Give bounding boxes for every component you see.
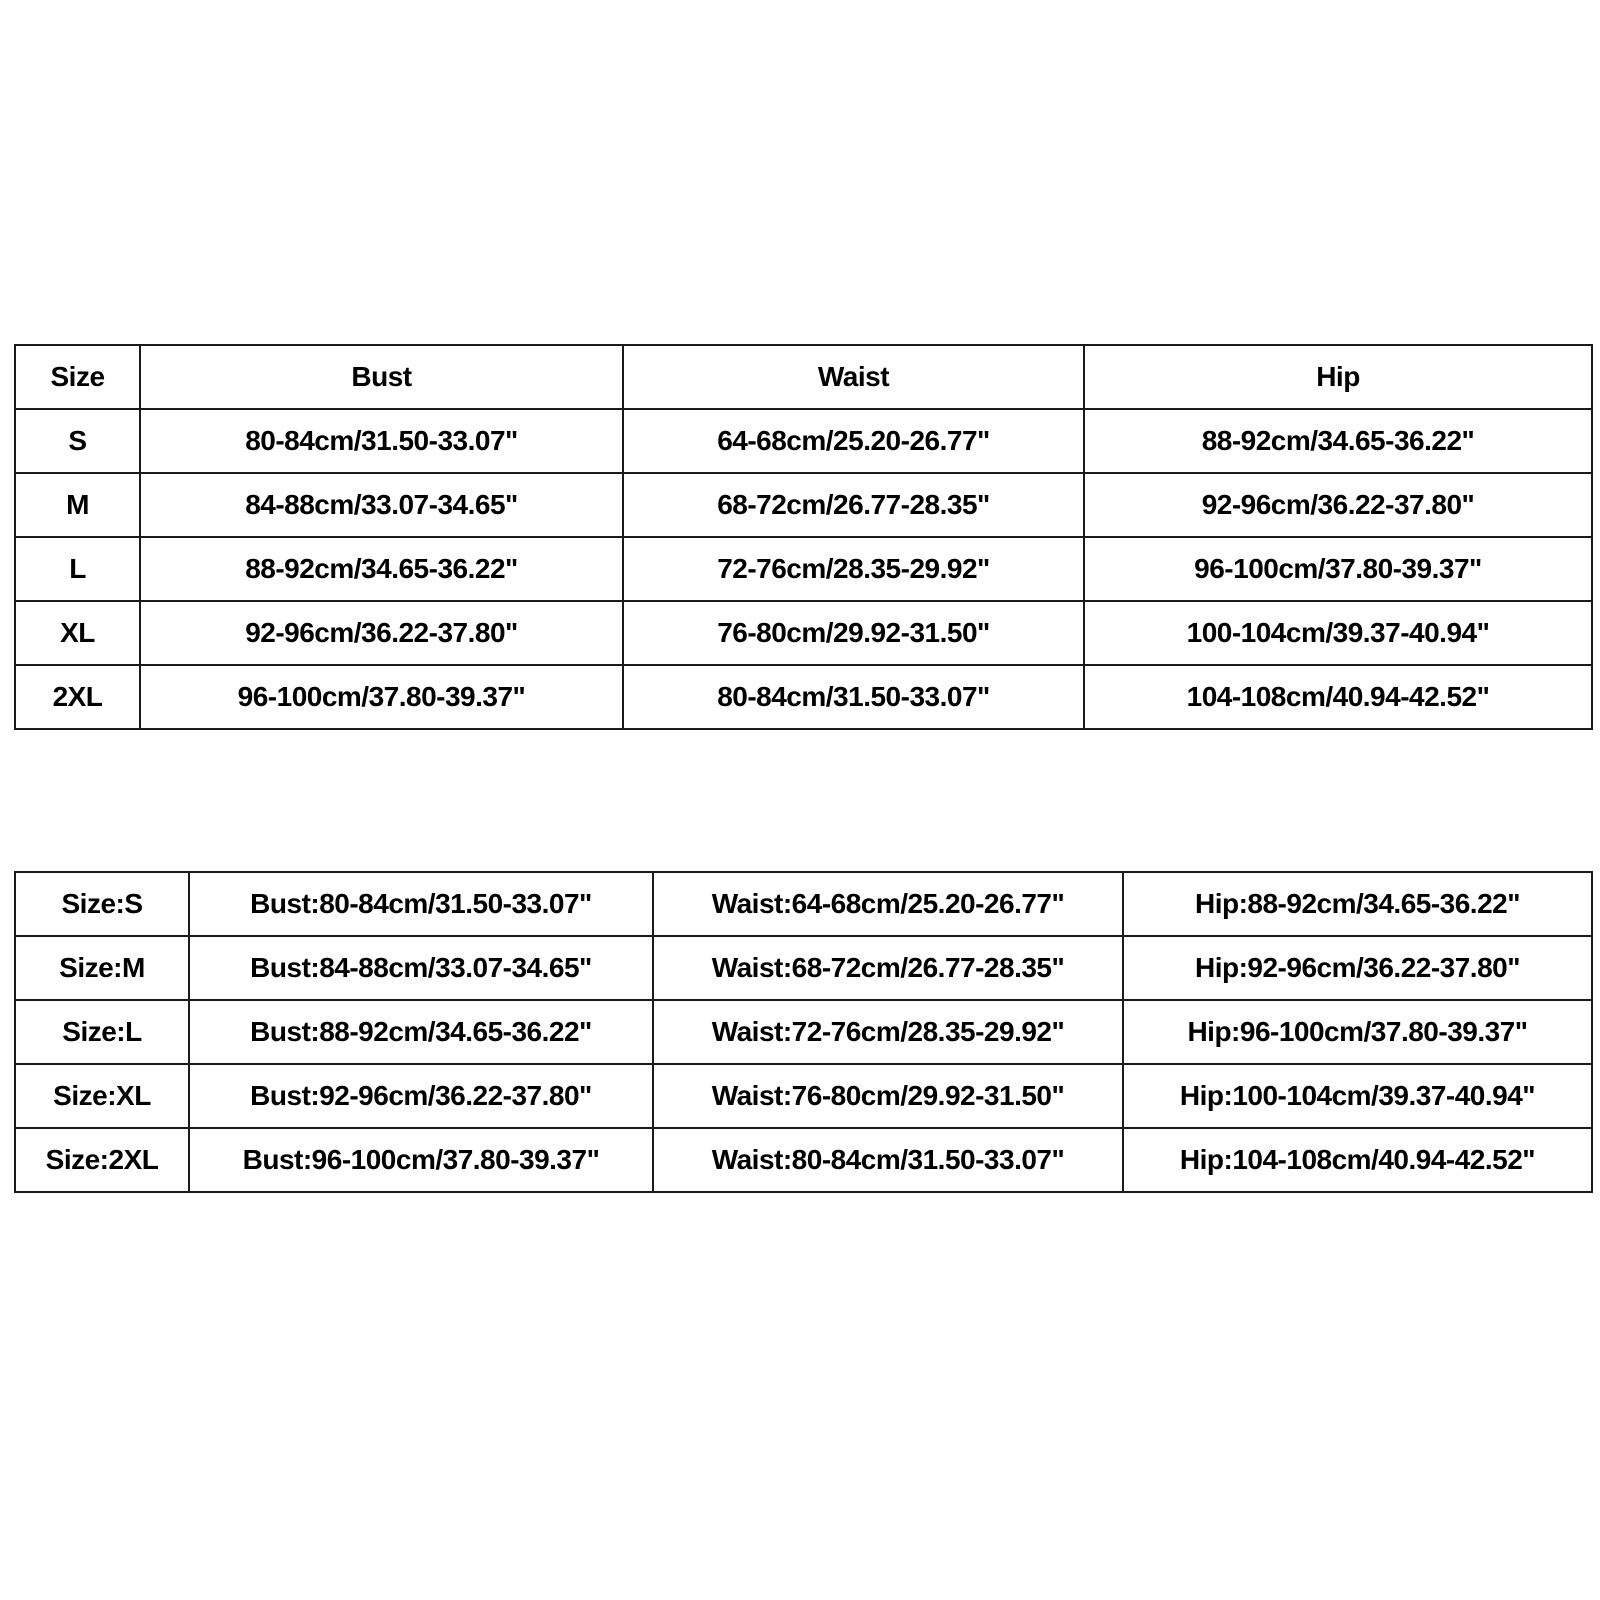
bust-cell: Bust:88-92cm/34.65-36.22" bbox=[189, 1000, 653, 1064]
size-cell: Size:2XL bbox=[15, 1128, 189, 1192]
hip-cell: Hip:96-100cm/37.80-39.37" bbox=[1123, 1000, 1592, 1064]
table-header-row bbox=[15, 345, 1592, 409]
header-size: Size bbox=[15, 345, 140, 409]
hip-cell: Hip:100-104cm/39.37-40.94" bbox=[1123, 1064, 1592, 1128]
table-row bbox=[15, 473, 1592, 537]
table-row bbox=[15, 409, 1592, 473]
table-row bbox=[15, 872, 1592, 936]
table-row bbox=[15, 1128, 1592, 1192]
waist-cell: 80-84cm/31.50-33.07" bbox=[623, 665, 1084, 729]
waist-cell: 72-76cm/28.35-29.92" bbox=[623, 537, 1084, 601]
waist-cell: Waist:72-76cm/28.35-29.92" bbox=[653, 1000, 1123, 1064]
hip-cell: 104-108cm/40.94-42.52" bbox=[1084, 665, 1592, 729]
size-cell: Size:M bbox=[15, 936, 189, 1000]
hip-cell: 100-104cm/39.37-40.94" bbox=[1084, 601, 1592, 665]
bust-cell: Bust:96-100cm/37.80-39.37" bbox=[189, 1128, 653, 1192]
table-row bbox=[15, 936, 1592, 1000]
size-table-primary bbox=[14, 344, 1593, 730]
hip-cell: 96-100cm/37.80-39.37" bbox=[1084, 537, 1592, 601]
hip-cell: 88-92cm/34.65-36.22" bbox=[1084, 409, 1592, 473]
waist-cell: 68-72cm/26.77-28.35" bbox=[623, 473, 1084, 537]
waist-cell: Waist:64-68cm/25.20-26.77" bbox=[653, 872, 1123, 936]
bust-cell: 96-100cm/37.80-39.37" bbox=[140, 665, 623, 729]
size-cell: 2XL bbox=[15, 665, 140, 729]
bust-cell: 92-96cm/36.22-37.80" bbox=[140, 601, 623, 665]
size-cell: Size:XL bbox=[15, 1064, 189, 1128]
bust-cell: 88-92cm/34.65-36.22" bbox=[140, 537, 623, 601]
size-table-labeled bbox=[14, 871, 1593, 1193]
size-cell: S bbox=[15, 409, 140, 473]
header-bust: Bust bbox=[140, 345, 623, 409]
size-cell: Size:L bbox=[15, 1000, 189, 1064]
size-cell: M bbox=[15, 473, 140, 537]
header-hip: Hip bbox=[1084, 345, 1592, 409]
table-row bbox=[15, 1064, 1592, 1128]
hip-cell: Hip:88-92cm/34.65-36.22" bbox=[1123, 872, 1592, 936]
size-cell: XL bbox=[15, 601, 140, 665]
hip-cell: Hip:104-108cm/40.94-42.52" bbox=[1123, 1128, 1592, 1192]
size-cell: L bbox=[15, 537, 140, 601]
table-row bbox=[15, 665, 1592, 729]
size-cell: Size:S bbox=[15, 872, 189, 936]
table-row bbox=[15, 1000, 1592, 1064]
bust-cell: Bust:80-84cm/31.50-33.07" bbox=[189, 872, 653, 936]
hip-cell: Hip:92-96cm/36.22-37.80" bbox=[1123, 936, 1592, 1000]
bust-cell: 80-84cm/31.50-33.07" bbox=[140, 409, 623, 473]
waist-cell: 64-68cm/25.20-26.77" bbox=[623, 409, 1084, 473]
waist-cell: Waist:80-84cm/31.50-33.07" bbox=[653, 1128, 1123, 1192]
hip-cell: 92-96cm/36.22-37.80" bbox=[1084, 473, 1592, 537]
table-row bbox=[15, 601, 1592, 665]
bust-cell: 84-88cm/33.07-34.65" bbox=[140, 473, 623, 537]
header-waist: Waist bbox=[623, 345, 1084, 409]
waist-cell: Waist:76-80cm/29.92-31.50" bbox=[653, 1064, 1123, 1128]
table-row bbox=[15, 537, 1592, 601]
waist-cell: 76-80cm/29.92-31.50" bbox=[623, 601, 1084, 665]
bust-cell: Bust:84-88cm/33.07-34.65" bbox=[189, 936, 653, 1000]
waist-cell: Waist:68-72cm/26.77-28.35" bbox=[653, 936, 1123, 1000]
bust-cell: Bust:92-96cm/36.22-37.80" bbox=[189, 1064, 653, 1128]
